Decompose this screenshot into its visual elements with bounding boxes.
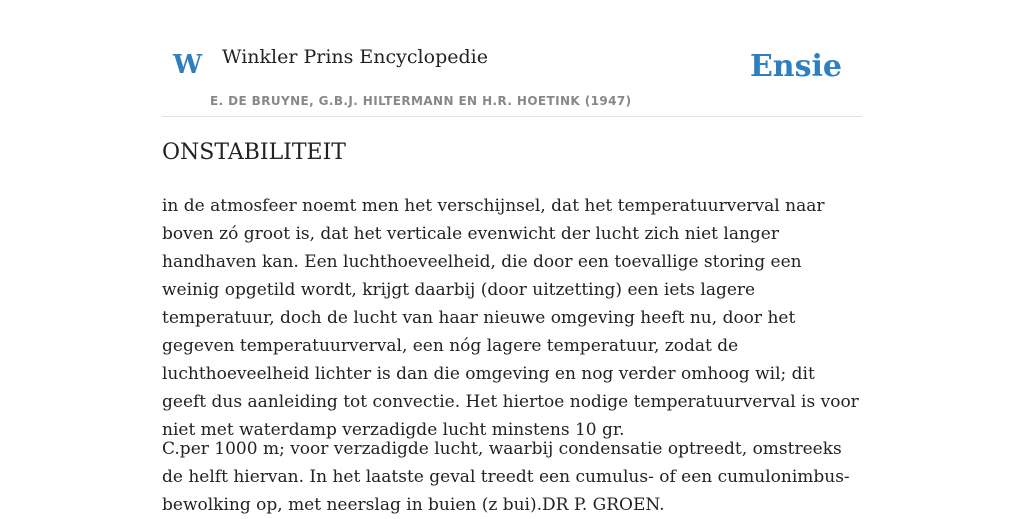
article-title: ONSTABILITEIT [162,140,346,165]
winkler-prins-logo[interactable]: W [173,50,203,80]
header [162,0,862,117]
authors-line: E. DE BRUYNE, G.B.J. HILTERMANN EN H.R. HOETINK (1947) [210,94,632,108]
article-paragraph: C.per 1000 m; voor verzadigde lucht, waarbij condensatie optreedt, omstreeks de helft hiervan. In het laatste geval treedt een cumulus- of een cumulonimbus-bewolking op, met neerslag in buien (z bui).DR P. GROEN. [162,439,850,515]
ensie-logo[interactable]: Ensie [749,49,842,84]
encyclopedia-title[interactable]: Winkler Prins Encyclopedie [222,46,488,68]
article-paragraph: in de atmosfeer noemt men het verschijnsel, dat het temperatuurverval naar boven zó groot is, dat het verticale evenwicht der lucht zich niet langer handhaven kan. Een luchthoeveelheid, die door een toevallige storing een weinig opgetild wordt, krijgt daarbij (door uitzetting) een iets lagere temperatuur, doch de lucht van haar nieuwe omgeving heeft nu, door het gegeven temperatuurverval, een nóg lagere temperatuur, zodat de luchthoeveelheid lichter is dan die omgeving en nog verder omhoog wil; dit geeft dus aanleiding tot convectie. Het hiertoe nodige temperatuurverval is voor niet met waterdamp verzadigde lucht minstens 10 gr. [162,196,859,440]
page-content [162,0,862,515]
